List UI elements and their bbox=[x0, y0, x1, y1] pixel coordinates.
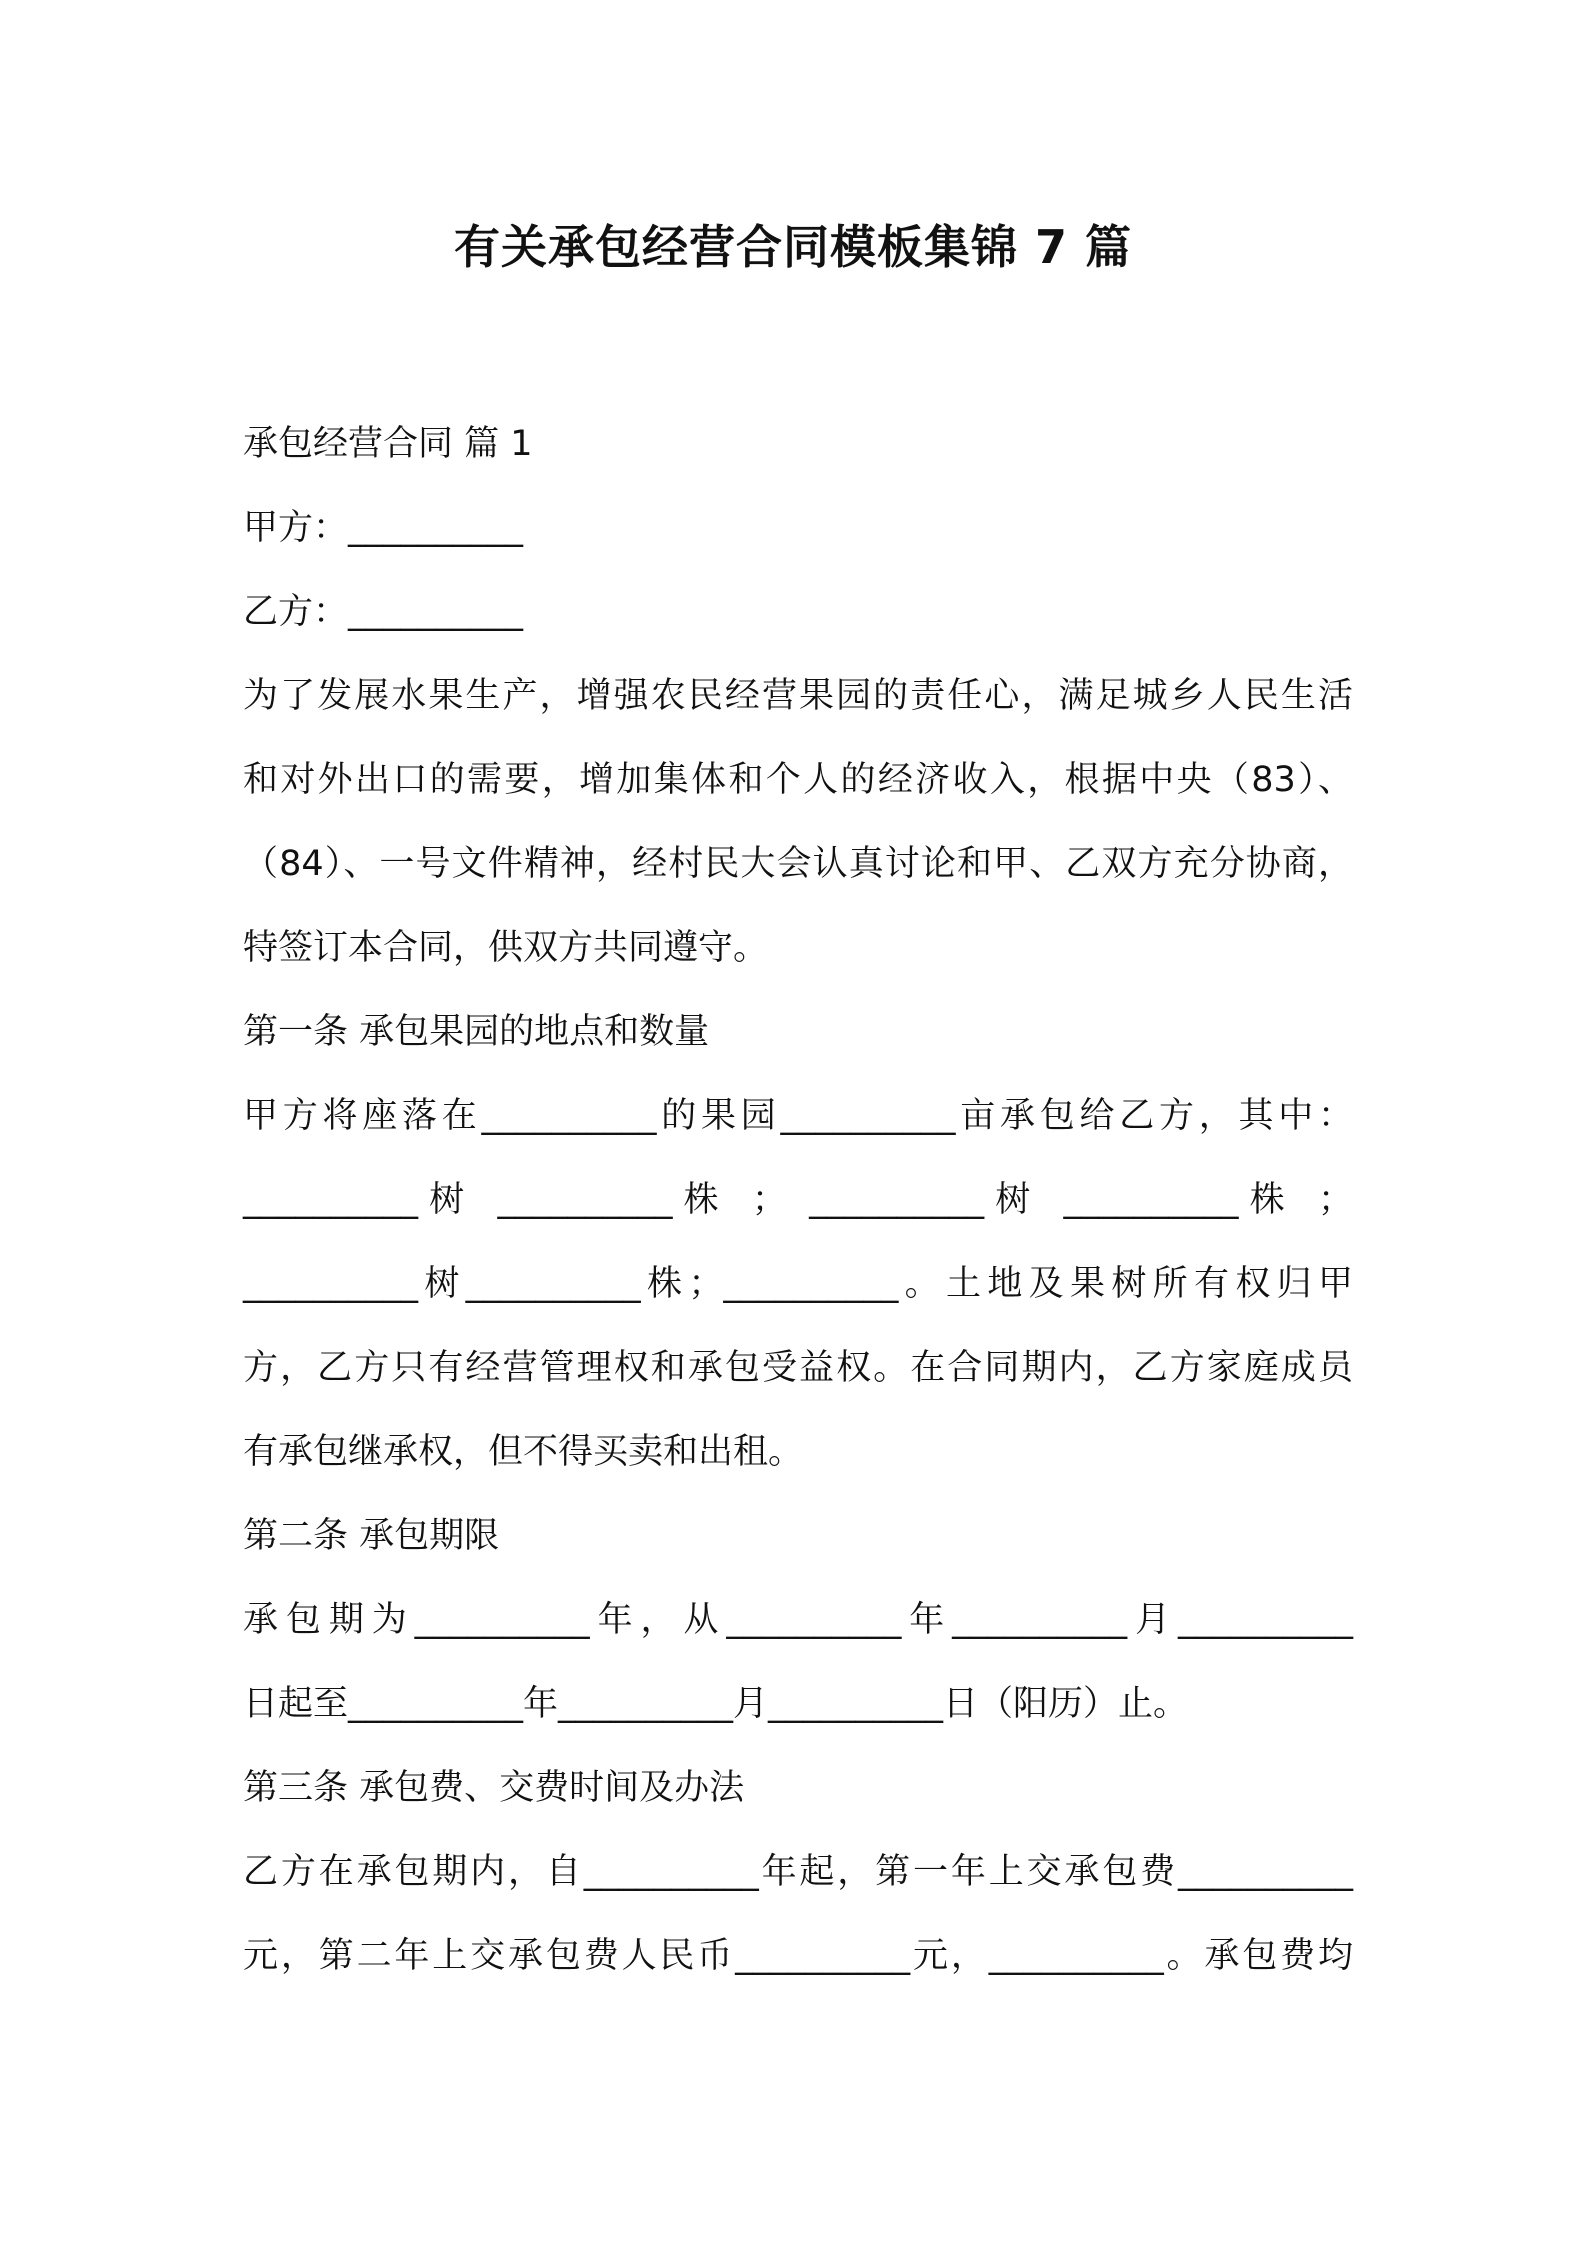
party-b-line: 乙方：__________ bbox=[243, 592, 524, 632]
paragraph-line: __________树__________株；__________。土地及果树所有权归甲 bbox=[243, 1264, 1353, 1304]
paragraph-line: 元，第二年上交承包费人民币__________元，__________。承包费均 bbox=[243, 1936, 1353, 1976]
document-body bbox=[243, 402, 1353, 1998]
section-heading-part-1: 承包经营合同 篇 1 bbox=[243, 424, 533, 464]
paragraph-line: 为了发展水果生产，增强农民经营果园的责任心，满足城乡人民生活 bbox=[243, 676, 1353, 716]
article-heading-3: 第三条 承包费、交费时间及办法 bbox=[243, 1768, 745, 1808]
paragraph-line: 有承包继承权，但不得买卖和出租。 bbox=[243, 1432, 804, 1472]
paragraph-line: 乙方在承包期内，自__________年起，第一年上交承包费__________ bbox=[243, 1852, 1353, 1892]
document-title: 有关承包经营合同模板集锦 7 篇 bbox=[453, 220, 1133, 274]
paragraph-line: （84）、一号文件精神，经村民大会认真讨论和甲、乙双方充分协商， bbox=[243, 844, 1353, 884]
paragraph-line: 承包期为__________年，从__________年__________月__________ bbox=[243, 1600, 1353, 1640]
article-heading-1: 第一条 承包果园的地点和数量 bbox=[243, 1012, 710, 1052]
article-heading-2: 第二条 承包期限 bbox=[243, 1516, 500, 1556]
paragraph-line: 特签订本合同，供双方共同遵守。 bbox=[243, 928, 769, 968]
paragraph-line: 日起至__________年__________月__________日（阳历）止。 bbox=[243, 1684, 1189, 1724]
paragraph-line: 甲方将座落在__________的果园__________亩承包给乙方，其中： bbox=[243, 1096, 1353, 1136]
party-a-line: 甲方：__________ bbox=[243, 508, 524, 548]
paragraph-line: __________树 __________株 ； __________树 __________株 ； bbox=[243, 1180, 1353, 1220]
paragraph-line: 和对外出口的需要，增加集体和个人的经济收入，根据中央（83）、 bbox=[243, 760, 1353, 800]
paragraph-line: 方，乙方只有经营管理权和承包受益权。在合同期内，乙方家庭成员 bbox=[243, 1348, 1353, 1388]
